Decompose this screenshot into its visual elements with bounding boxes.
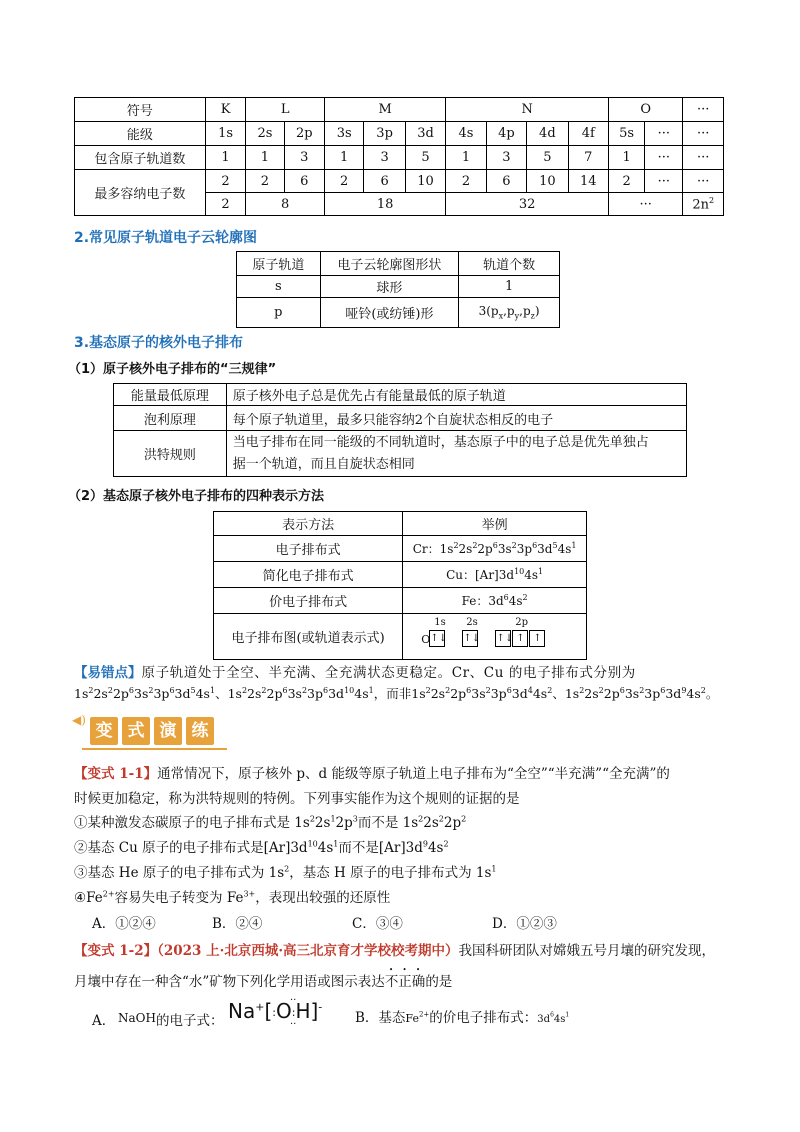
t: A． [92,1013,116,1029]
cell: 2 [205,170,245,193]
cell: ··· [683,98,724,122]
t: ，而非 [373,686,412,701]
cell-line: 据一个轨道，而且自旋状态相同 [232,456,415,472]
cell: Cu：$[Ar]3d^{10}4s^1$ [403,562,587,588]
cell: Fe：$3d^64s^2$ [403,588,587,614]
error-note-line2: $1s^22s^22p^63s^23p^63d^54s^1$、$1s^22s^22p^63s^23p^63d^{10}4s^1$，而非$1s^22s^22p^63s^23p^63d^44s^2$、$1s^22s^22p^63s^23p^63d^94s^2$。 [74,685,719,701]
t: O [275,999,292,1023]
cell: 能量最低原理 [114,384,227,406]
orbital-diagram [421,617,579,657]
t: 的电子式： [156,1013,224,1029]
cell: ··· [645,122,683,146]
cell: 电子排布式 [214,536,403,562]
cell: 包含原子轨道数 [75,146,206,170]
cell: 2 [246,170,284,193]
cell: 最多容纳电子数 [75,170,206,216]
emphasis: 不正确 [384,974,426,990]
cell: 举例 [403,512,587,536]
cell-text: 2n [692,197,710,213]
banner-underline [82,748,227,750]
subsection-title: （2）基态原子核外电子排布的四种表示方法 [68,489,325,504]
sup: 2+ [418,1010,430,1019]
cell: 3 [486,146,526,170]
cell: 1 [325,146,364,170]
cell: 10 [405,170,445,193]
cell: O [609,98,683,122]
orbital-box: ↑↓ [429,630,445,647]
option-a[interactable]: A．①②④ [92,916,156,932]
q1-line2: 时候更加稳定，称为洪特规则的特例。下列事实能作为这个规则的证据的是 [74,791,520,807]
text: 月壤中存在一种含“水”矿物下列化学用语或图示表达 [74,974,385,990]
cell: 表示方法 [214,512,403,536]
q2-option-b[interactable]: B．基态$Fe^{2+}$的价电子排布式：$3d^64s^1$ [355,1010,570,1026]
cell: 5 [527,146,568,170]
t: ) [534,304,540,319]
t: 、 [552,686,565,701]
cell: 1 [609,146,645,170]
cell [459,298,560,328]
cell [683,193,724,216]
orbital-boxes [429,630,546,647]
t: 而不是[Ar]3d [338,840,423,856]
t: Cu：[Ar]3d [446,568,515,582]
dot: : [291,1006,296,1019]
cell: 原子轨道 [237,252,321,276]
cell [226,431,686,477]
speaker-icon: ◀) [72,713,86,727]
cell: 1 [459,276,560,298]
q2-line1 [74,939,715,959]
q2-line2 [74,966,452,990]
cell: 能级 [75,122,206,146]
cell: 2 [446,170,486,193]
dot: : [272,1006,276,1019]
orbital-box: ↑ [529,630,545,647]
cell: 电子云轮廓图形状 [320,252,458,276]
cell: 3d [405,122,445,146]
cell: 6 [364,170,405,193]
t: 3d [537,1014,551,1025]
cell: 符号 [75,98,206,122]
atom-label: O [421,633,431,646]
cell: 简化电子排布式 [214,562,403,588]
banner-char: 演 [154,717,182,745]
t: B．基态 [355,1010,406,1026]
cell: ··· [609,193,683,216]
cell: 泡利原理 [114,406,227,431]
orbital-label: 2s [466,617,478,628]
sub: y [514,311,520,321]
t: ,p [503,304,515,319]
cell: 价电子排布式 [214,588,403,614]
superscript: 2 [709,195,715,205]
q1-stmt2: ②基态 Cu 原子的电子排布式是$[Ar]3d^{10}4s^1$而不是$[Ar]3d^94s^2$ [74,839,449,856]
cell: s [237,276,321,298]
t: 3(p [478,304,499,319]
error-note-line1 [74,661,636,681]
dot: ·· [290,1019,297,1030]
cell: 2 [325,170,364,193]
cell: 6 [284,170,324,193]
cell: 1 [246,146,284,170]
orbital-box: ↑↓ [462,630,478,647]
t: 容易失电子转变为 Fe [114,890,244,906]
cell: Cr：$1s^22s^22p^63s^23p^63d^54s^1$ [403,536,587,562]
cell: 每个原子轨道里，最多只能容纳2个自旋状态相反的电子 [226,406,686,431]
orbital-label: 1s [434,617,446,628]
cell: 4f [568,122,608,146]
q1-options [92,912,692,932]
cell: 3 [284,146,324,170]
t: ①某种激发态碳原子的电子排布式是 1s [74,815,310,831]
cell: 球形 [320,276,458,298]
banner-char: 式 [122,717,150,745]
text: 原子轨道处于全空、半充满、全充满状态更稳定。Cr、Cu 的电子排布式分别为 [141,665,636,681]
subsection-title: （1）原子核外电子排布的“三规律” [68,362,277,377]
orbital-box: ↑ [512,630,528,647]
cell: 1s [205,122,245,146]
cell: 1 [205,146,245,170]
cell: 6 [486,170,526,193]
cell: p [237,298,321,328]
q2-source: （2023 上·北京西城·高三北京育才学校校考期中） [157,943,459,959]
q1-stmt1: ①某种激发态碳原子的电子排布式是 $1s^22s^12p^3$而不是 $1s^22s^22p^2$ [74,814,467,831]
t: 。 [705,686,719,701]
cell: L [246,98,325,122]
t: Cr：1s [412,542,454,556]
cell: 电子排布图(或轨道表示式) [214,614,403,660]
cell: M [325,98,446,122]
t: 而不是 1s [357,815,419,831]
cell: 8 [246,193,325,216]
sub: z [530,311,535,321]
cell: 5 [405,146,445,170]
cell: 5s [609,122,645,146]
cell: ··· [683,122,724,146]
error-tag: 【易错点】 [74,665,142,681]
cell-line: 当电子排布在同一能级的不同轨道时，基态原子中的电子总是优先单独占 [232,434,649,450]
t: H [295,999,311,1023]
banner-char: 变 [90,717,118,745]
option-b[interactable]: B．②④ [212,916,263,932]
text: 通常情况下，原子核外 p、d 能级等原子轨道上电子排布为“全空”“半充满”“全充满”的 [157,766,670,782]
practice-banner [72,713,232,747]
cell: 洪特规则 [114,431,227,477]
section-title: 2.常见原子轨道电子云轮廓图 [74,230,258,246]
cell: 4s [446,122,486,146]
t: Fe：3d [461,594,504,608]
cell: 2p [284,122,324,146]
cell: 18 [325,193,446,216]
t: 的价电子排布式： [429,1010,538,1026]
option-c[interactable]: C．③④ [352,916,403,932]
q2-option-a[interactable] [92,997,352,1037]
cell: 2 [205,193,245,216]
cell: K [205,98,245,122]
cell: 原子核外电子总是优先占有能量最低的原子轨道 [226,384,686,406]
q1-stmt3: ③基态 He 原子的电子排布式为 $1s^2$，基态 H 原子的电子排布式为 $1s^1$ [74,864,497,881]
cell: 14 [568,170,608,193]
t: ，基态 H 原子的电子排布式为 1s [289,865,492,881]
t: ,p [519,304,531,319]
cell: N [446,98,609,122]
cell: 哑铃(或纺锤)形 [320,298,458,328]
orbital-capacity-table [74,97,724,216]
notation-table [213,511,587,660]
cell: 3p [364,122,405,146]
t: 、 [215,686,228,701]
cell: ··· [683,146,724,170]
text: 我国科研团队对嫦娥五号月壤的研究发现， [458,943,716,959]
orbital-label: 2p [515,617,528,628]
cell: ··· [645,146,683,170]
t: Fe [405,1012,419,1025]
q1-line1 [74,762,670,782]
q1-stmt4: $④Fe^{2+}$容易失电子转变为 $Fe^{3+}$，表现出较强的还原性 [74,889,391,906]
cell: 3s [325,122,364,146]
orbital-box: ↑↓ [495,630,511,647]
text: 的是 [425,974,453,990]
cell: 2 [609,170,645,193]
option-d[interactable]: D．①②③ [492,916,557,932]
cell: 轨道个数 [459,252,560,276]
dot: ·· [290,995,297,1006]
three-rules-table [113,383,687,477]
cell: ··· [683,170,724,193]
sub: x [498,311,504,321]
banner-char: 练 [186,717,214,745]
q2-tag: 【变式 1-2】 [74,943,158,959]
t: ③基态 He 原子的电子排布式为 1s [74,865,285,881]
t: ④Fe [74,890,103,906]
section-title: 3.基态原子的核外电子排布 [74,335,244,351]
t: ②基态 Cu 原子的电子排布式是[Ar]3d [74,840,308,856]
t: NaOH [118,1011,156,1025]
t: Na [228,999,256,1023]
cell: 32 [446,193,609,216]
cell: 2s [246,122,284,146]
cell: 3 [364,146,405,170]
orbital-shape-table [236,251,560,328]
q1-tag: 【变式 1-1】 [74,766,158,782]
cell: ··· [645,170,683,193]
cell: 4d [527,122,568,146]
electron-formula: Na+[:O:H]- ·· ·· [228,995,323,1030]
cell: 1 [446,146,486,170]
cell [403,614,587,660]
cell: 10 [527,170,568,193]
cell: 4p [486,122,526,146]
t: ，表现出较强的还原性 [255,890,391,906]
cell: 7 [568,146,608,170]
